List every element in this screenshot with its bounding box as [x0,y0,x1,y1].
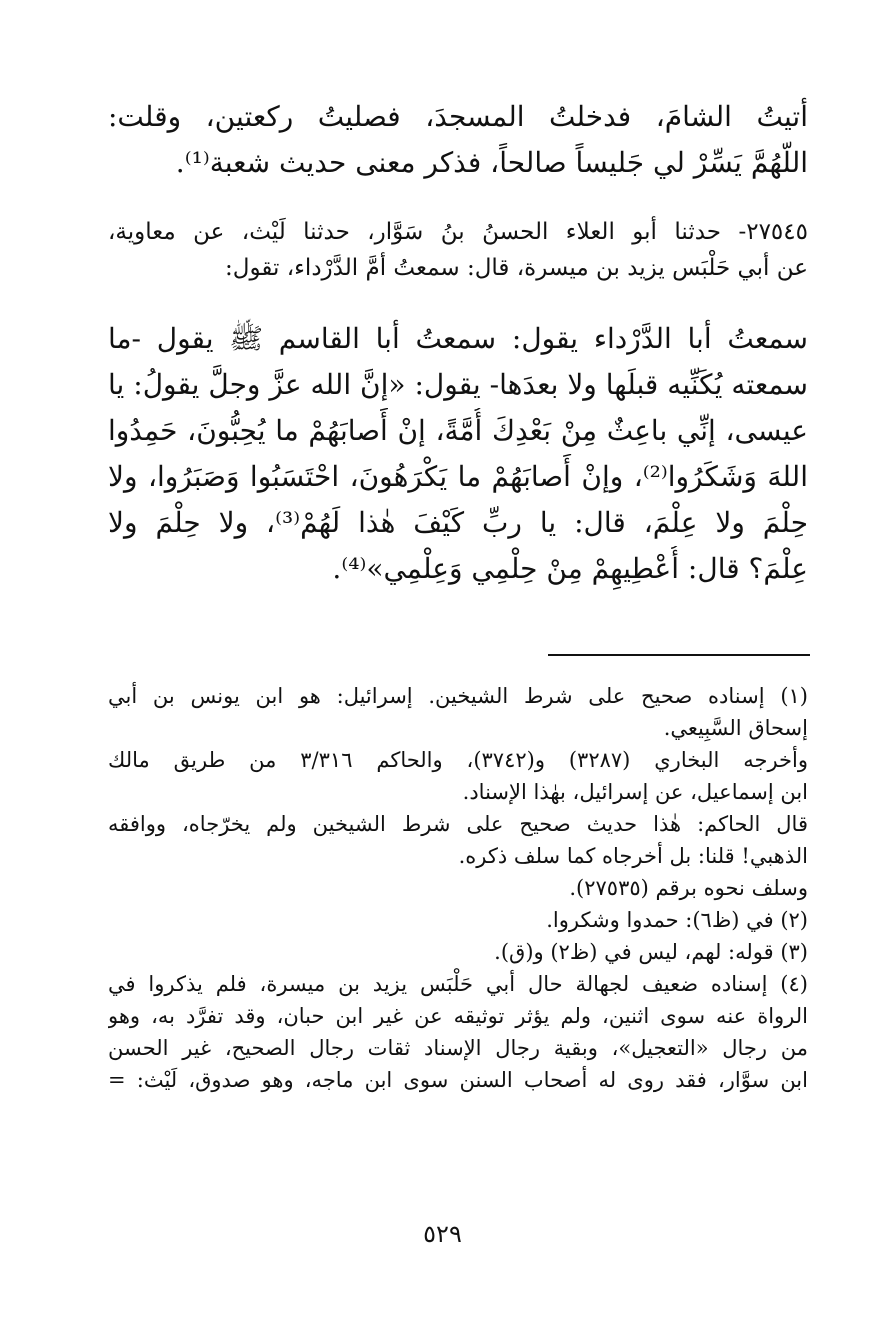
footnote-divider [548,654,810,656]
text-line: ٢٧٥٤٥- حدثنا أبو العلاء الحسنُ بنُ سَوَّار، حدثنا لَيْث، عن معاوية، [108,219,808,245]
footnote-line: وسلف نحوه برقم (٢٧٥٣٥). [569,876,808,900]
hadith-text [108,316,808,592]
footnote-line: وأخرجه البخاري (٣٢٨٧) و(٣٧٤٢)، والحاكم ٣/٣١٦ من طريق مالك [108,748,808,772]
footnote-line: (٣) قوله: لهم، ليس في (ظ٢) و(ق). [494,940,808,964]
text-line: اللهَ وَشَكَرُوا⁽²⁾، وإنْ أَصابَهُمْ ما يَكْرَهُونَ، احْتَسَبُوا وَصَبَرُوا، ولا [108,460,808,493]
footnote-line: الذهبي! قلنا: بل أخرجاه كما سلف ذكره. [458,844,808,868]
footnote-line: ابن سوَّار، فقد روى له أصحاب السنن سوى ابن ماجه، وهو صدوق، لَيْث: = [108,1068,808,1092]
text-line: عِلْمَ؟ قال: أُعْطِيهِمْ مِنْ حِلْمِي وَعِلْمِي»⁽⁴⁾. [332,552,808,585]
page-number: ٥٢٩ [423,1220,462,1248]
footnote-line: قال الحاكم: هٰذا حديث صحيح على شرط الشيخين ولم يخرّجاه، ووافقه [108,812,808,836]
top-passage [108,94,808,186]
hadith-chain [108,214,808,286]
text-line: عن أبي حَلْبَس يزيد بن ميسرة، قال: سمعتُ أمَّ الدَّرْداء، تقول: [225,255,808,281]
text-line: اللّهُمَّ يَسِّرْ لي جَليساً صالحاً، فذكر معنى حديث شعبة⁽¹⁾. [175,146,808,179]
text-line: سمعتُ أبا الدَّرْداء يقول: سمعتُ أبا القاسم ﷺ يقول -ما [108,322,808,355]
text-line: أتيتُ الشامَ، فدخلتُ المسجدَ، فصليتُ ركعتين، وقلت: [108,100,808,133]
footnote-line: (١) إسناده صحيح على شرط الشيخين. إسرائيل: هو ابن يونس بن أبي [108,684,808,708]
footnote-line: الرواة عنه سوى اثنين، ولم يؤثر توثيقه عن غير ابن حبان، وقد تفرَّد به، وهو [108,1004,808,1028]
text-line: حِلْمَ ولا عِلْمَ، قال: يا ربِّ كَيْفَ هٰذا لَهُمْ⁽³⁾، ولا حِلْمَ ولا [108,506,808,539]
footnote-line: (٢) في (ظ٦): حمدوا وشكروا. [546,908,808,932]
footnote-line: ابن إسماعيل، عن إسرائيل، بهٰذا الإسناد. [462,780,808,804]
text-line: سمعته يُكَنِّيه قبلَها ولا بعدَها- يقول: «إنَّ الله عزَّ وجلَّ يقولُ: يا [108,368,808,401]
text-line: عيسى، إنِّي باعِثٌ مِنْ بَعْدِكَ أُمَّةً، إنْ أَصابَهُمْ ما يُحِبُّونَ، حَمِدُوا [108,414,808,447]
footnote-line: (٤) إسناده ضعيف لجهالة حال أبي حَلْبَس يزيد بن ميسرة، فلم يذكروا في [108,972,808,996]
footnote-line: من رجال «التعجيل»، وبقية رجال الإسناد ثقات رجال الصحيح، غير الحسن [108,1036,808,1060]
footnote-line: إسحاق السَّبِيعي. [663,716,808,740]
footnotes [108,680,808,1096]
